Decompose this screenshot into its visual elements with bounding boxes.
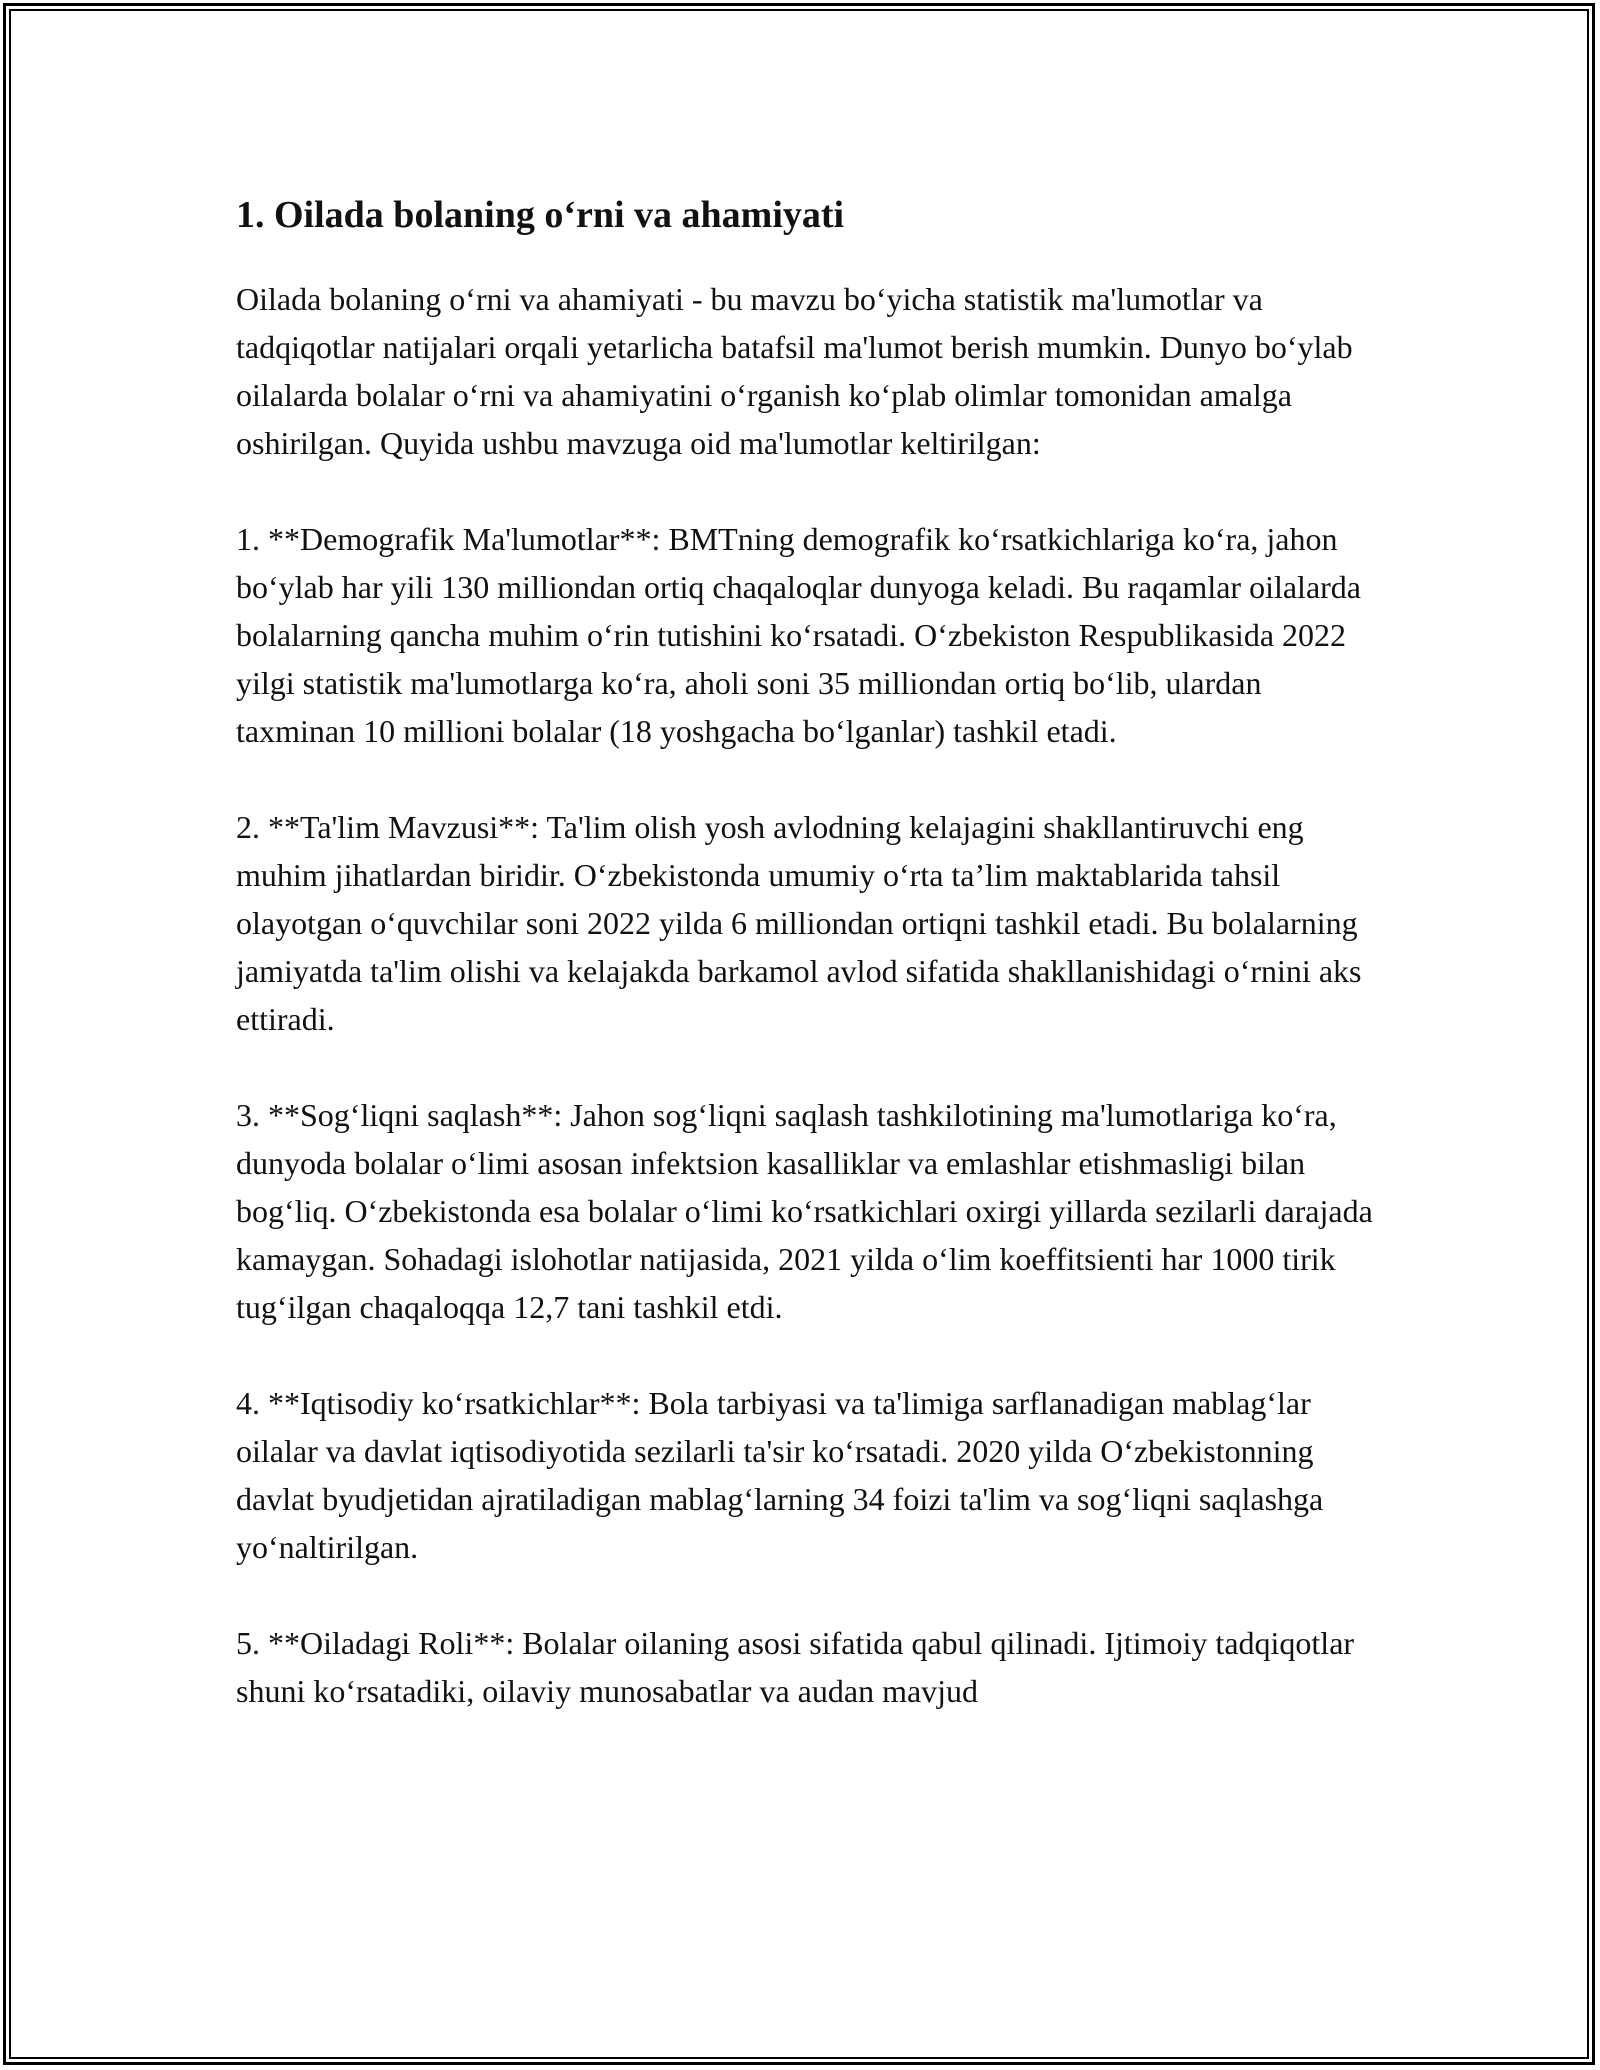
paragraph-demographics: 1. **Demografik Ma'lumotlar**: BMTning demografik ko‘rsatkichlariga ko‘ra, jahon bo‘ylab har yili 130 milliondan ortiq chaqaloqlar dunyoga keladi. Bu raqamlar oilalarda bolalarning qancha muhim o‘rin tutishini ko‘rsatadi. O‘zbekiston Respublikasida 2022 yilgi statistik ma'lumotlarga ko‘ra, aholi soni 35 milliondan ortiq bo‘lib, ulardan taxminan 10 millioni bolalar (18 yoshgacha bo‘lganlar) tashkil etadi. (236, 521, 1361, 749)
paragraph-economy: 4. **Iqtisodiy ko‘rsatkichlar**: Bola tarbiyasi va ta'limiga sarflanadigan mablag‘lar oilalar va davlat iqtisodiyotida sezilarli ta'sir ko‘rsatadi. 2020 yilda O‘zbekistonning davlat byudjetidan ajratiladigan mablag‘larning 34 foizi ta'lim va sog‘liqni saqlashga yo‘naltirilgan. (236, 1385, 1324, 1565)
intro-paragraph: Oilada bolaning o‘rni va ahamiyati - bu mavzu bo‘yicha statistik ma'lumotlar va tadqiqotlar natijalari orqali yetarlicha batafsil ma'lumot berish mumkin. Dunyo bo‘ylab oilalarda bolalar o‘rni va ahamiyatini o‘rganish ko‘plab olimlar tomonidan amalga oshirilgan. Quyida ushbu mavzuga oid ma'lumotlar keltirilgan: (236, 281, 1353, 461)
document-title: 1. Oilada bolaning o‘rni va ahamiyati (236, 194, 845, 236)
paragraph-family-role: 5. **Oiladagi Roli**: Bolalar oilaning asosi sifatida qabul qilinadi. Ijtimoiy tadqiqotlar shuni ko‘rsatadiki, oilaviy munosabatlar va audan mavjud (236, 1625, 1355, 1709)
paragraph-health: 3. **Sog‘liqni saqlash**: Jahon sog‘liqni saqlash tashkilotining ma'lumotlariga ko‘ra, dunyoda bolalar o‘limi asosan infektsion kasalliklar va emlashlar etishmasligi bilan bog‘liq. O‘zbekistonda esa bolalar o‘limi ko‘rsatkichlari oxirgi yillarda sezilarli darajada kamaygan. Sohadagi islohotlar natijasida, 2021 yilda o‘lim koeffitsienti har 1000 tirik tug‘ilgan chaqaloqqa 12,7 tani tashkil etdi. (236, 1097, 1373, 1325)
document-page (236, 185, 1376, 1763)
paragraph-education: 2. **Ta'lim Mavzusi**: Ta'lim olish yosh avlodning kelajagini shakllantiruvchi eng muhim jihatlardan biridir. O‘zbekistonda umumiy o‘rta ta’lim maktablarida tahsil olayotgan o‘quvchilar soni 2022 yilda 6 milliondan ortiqni tashkil etadi. Bu bolalarning jamiyatda ta'lim olishi va kelajakda barkamol avlod sifatida shakllanishidagi o‘rnini aks ettiradi. (236, 809, 1362, 1037)
